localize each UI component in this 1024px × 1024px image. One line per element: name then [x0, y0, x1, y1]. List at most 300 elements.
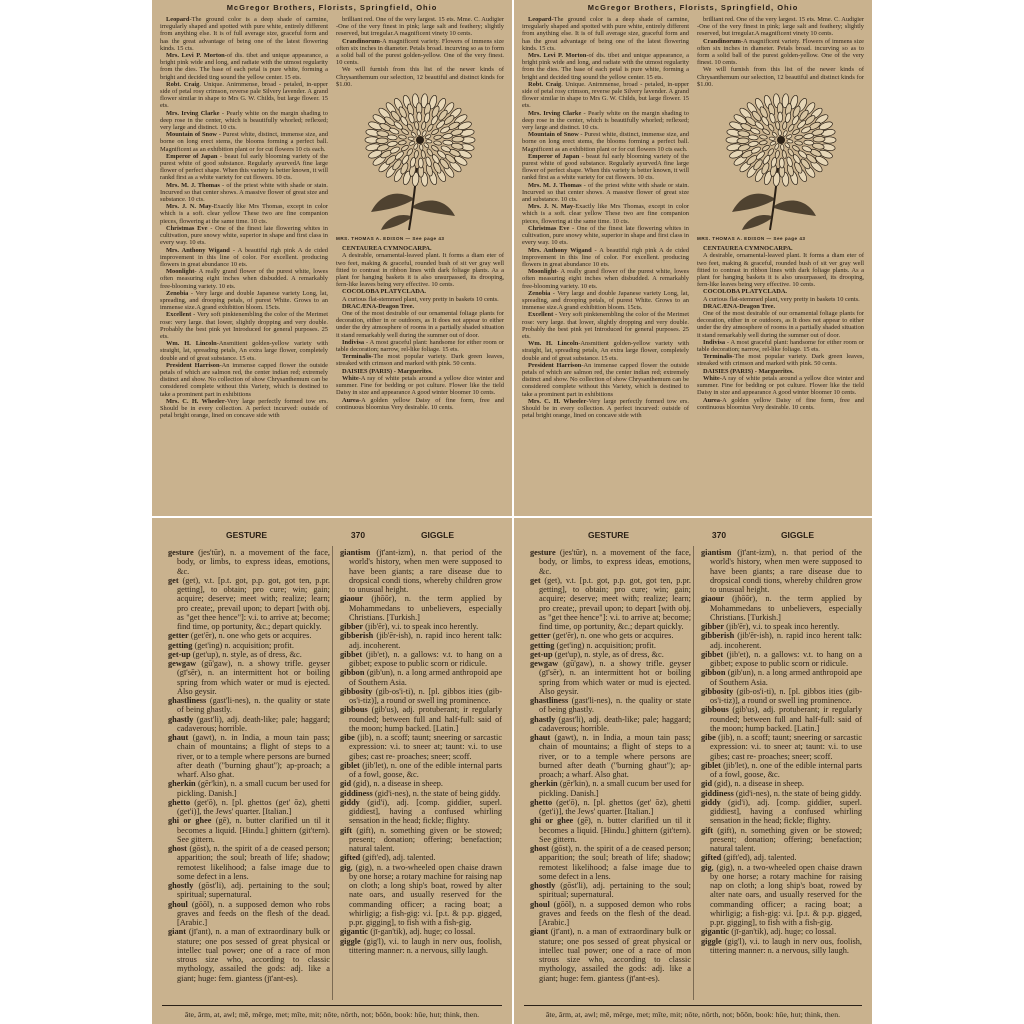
catalog-entry-text: -of dis. tibet and unique appearance, a bright pink wide and long, and radiate with the utmost regularity from the dies. The base of each petal is pure white, forming a bright and decided ting sound the yellow center. 15 ets. [522, 52, 689, 81]
dictionary-left-column [530, 548, 691, 1002]
catalog-entry [160, 398, 328, 420]
catalog-entry-text: -Exactly like Mrs Thomas, except in color which is a soft. clear yellow These two are fine companion pieces, flowering at the same time. 10 cts. [160, 203, 328, 225]
catalog-entry-text: -of dis. tibet and unique appearance, a bright pink wide and long, and radiate with the utmost regularity from the dies. The base of each petal is pure white, forming a bright and decided ting sound the yellow center. 15 ets. [160, 52, 328, 81]
catalog-entry-headword: CENTAUREA CYMNOCARPA. [342, 245, 432, 253]
dictionary-entry [340, 826, 502, 854]
dictionary-entry-headword: giddiness [701, 788, 734, 798]
dictionary-entry-text: (jib'ēr), v.i. to speak inco herently. [724, 622, 840, 631]
catalog-entry [697, 16, 864, 38]
catalog-entry-headword: CENTAUREA CYMNOCARPA. [703, 245, 793, 253]
dictionary-entry-headword: gig [701, 862, 712, 872]
dictionary-entry [530, 641, 691, 650]
dictionary-entry-text: (gast'li-nes), n. the quality or state of being ghastly. [177, 696, 330, 715]
dictionary-entry-text: (gawt), n. in India, a moun tain pass; chain of mountains; a flight of steps to a river, or to a temple where persons are burned after death ("burning ghaut"); ap-proach; a wharf. Also ghat. [177, 733, 330, 779]
dictionary-entry-text: (gū'gaw), n. a showy trifle. geyser (gī'sēr), n. an intermittent hot or boiling spring from which water or mud is ejected. Also geysir. [177, 659, 330, 696]
dictionary-entry-text: (jes'tūr), n. a movement of the face, body, or limbs, to express ideas, emotions, &c. [539, 548, 691, 576]
catalog-entry-text: - One of the finest late flowering whites in cultivation, pure snowy white, superior in shape and first class in every way. 10 ets. [522, 224, 689, 247]
dictionary-entry-text: (gid'i), adj. [comp. giddier, superl. giddiest], having a confused whirling sensation in the head; fickle; flighty. [710, 797, 862, 826]
dictionary-entry-headword: getting [168, 640, 193, 650]
dictionary-entry-text: (jib'et), n. a gallows: v.t. to hang on a gibbet; expose to public scorn or ridicule. [710, 649, 862, 668]
dictionary-entry-text: (jhōōr), n. the term applied by Mohammedans to unbelievers, especially Christians. [Turkish.] [349, 594, 502, 622]
catalog-entry [697, 252, 864, 288]
dictionary-entry-text: , (gig), n. a two-wheeled open chaise drawn by one horse; a rotary machine for raising nap on cloth; a long ship's boat, rowed by alter nate oars, and usually reserved for the commanding officer; a racing boat; a whirligig; a fish-gig: v.i. [p.t. & p.p. gigged, p.pr. gigging], to fish with a fish-gig. [349, 862, 502, 927]
catalog-entry-text: . Unique. Anirnmense, broad - petaled, in-upper side of petal rosy crimson, reverse pale Silvery lavender. A grand flower similar in shape to Mrs G. W. Childs, but large flower. 15 ets. [160, 80, 328, 110]
dictionary-left-column [168, 548, 330, 1002]
dictionary-entry [701, 650, 862, 669]
catalog-entry-headword: Emperor of Japan [528, 152, 580, 160]
catalog-entry-headword: Mrs. Irving Clarke [166, 109, 220, 117]
dictionary-entry [340, 853, 502, 862]
dictionary-entry-text: (gift), n. something given or be stowed; present; donation; offering; benefaction; natural talent. [349, 825, 502, 853]
dictionary-entry-headword: ghostly [168, 881, 194, 890]
catalog-entry [522, 203, 689, 225]
dictionary-entry [168, 816, 330, 844]
dictionary-entry-headword: giant [168, 927, 186, 937]
catalog-entry [522, 110, 689, 132]
dictionary-entry-headword: getter [168, 631, 189, 641]
catalog-entry-text: -A magnificent variety. Flowers of immens size often six inches in diameter. Petals broad. incurving so as to form a solid ball of the purest golden-yellow. One of the very finest. 10 cents. [336, 37, 504, 67]
catalog-entry [522, 52, 689, 81]
dictionary-entry-headword: ghaut [168, 733, 189, 742]
dictionary-entry [168, 900, 330, 928]
catalog-right-column [697, 16, 864, 512]
page-number: 370 [350, 530, 366, 540]
dictionary-entry-headword: get-up [530, 649, 553, 659]
catalog-entry-headword: Leopard [166, 16, 190, 23]
dictionary-entry-text: (get'ēr), n. one who gets or acquires. [188, 631, 312, 641]
catalog-entry-text: -An immense capped flower the outside petals of which are salmon red, the center indian red; extremely distinct and show. No collection of show Chrysanthemum can be considered complete without this Variety, which is destined to take a prominent part in exhibitions [522, 361, 689, 398]
catalog-entry-headword: Robt. Craig [528, 80, 562, 88]
catalog-entry [160, 290, 328, 312]
dictionary-entry [168, 548, 330, 576]
dictionary-entry-headword: gibbosity [340, 686, 373, 696]
catalog-entry [697, 353, 864, 367]
catalog-entry-text: - Purest white, distinct, immense size, and borne on long erect stems, the blooms forming a perfect ball. Magnificent as an exhibition plant or for cut flowers 10 cts each. [522, 131, 689, 153]
dictionary-entry-text: (get'ing) n. acquisition; profit. [192, 640, 294, 650]
dictionary-entry-headword: ghastliness [168, 696, 207, 705]
dictionary-entry-text: (jī'ant), n. a man of extraordinary bulk or stature; one pos sessed of great physical or intellec tual power; one of a race of mon strous size who, according to classic mythology, assailed the gods: adj. like a giant; huge: fem. giantess (jī'ant-es). [539, 927, 691, 983]
catalog-entry-text: - beaut ful early blooming variety of the purest white of good substance. Regularly ayurvedA fine large flower of perfect shape. When this variety is better known, it will rankd first as a white variety for cut flowers. 10 cts. [522, 152, 689, 182]
dictionary-entry-headword: gibbon [701, 668, 726, 678]
dictionary-entry-text: (jī'ant-izm), n. that period of the world's history, when men were supposed to have been giants; a rare disease due to dropsical condi tions, whereby children grow to unusual height. [349, 548, 502, 594]
dictionary-entry [340, 687, 502, 706]
dictionary-entry-text: (jib'ēr-ish), n. rapid inco herent talk: adj. incoherent. [349, 631, 502, 650]
catalog-entry [160, 110, 328, 132]
catalog-entry-text: -The ground color is a deep shade of carmine, irregularly shaped and spotted with pure white, entirely different from anything else. It is of full average size, graceful form and has the great advantage of being one of the latest flowering kinds. 15 cts. [160, 16, 328, 52]
catalog-entry-text: - Very soft pinktenembling the color of the Merimet rose: very large. that lower, slightly dropping and very double. Probably the best pink yet Introduced for general purposes. 25 ets. [522, 311, 689, 340]
catalog-entry-headword: Aurea [342, 396, 359, 404]
dictionary-entry-text: (gōst), n. the spirit of a de ceased person; apparition; the soul; breath of life; shadow; remotest likelihood; a false image due to some defect in a lens. [177, 844, 330, 881]
dictionary-entry-text: (gift'ed), adj. talented. [360, 853, 436, 863]
catalog-entry-headword: Zenobia [166, 289, 189, 297]
catalog-entry-headword: Mrs. Levi P. Morton [528, 52, 587, 60]
catalog-entry-text: -A ray of white petals around a yellow dice winter and summer. Fine for bedding or pot culture. Flower like the tield Daisy in size and appearance A good winter bloomer 10 cents. [697, 374, 864, 397]
chrysanthemum-illustration [355, 88, 485, 233]
dictionary-entry-text: (gast'li), adj. death-like; pale; haggard; cadaverous; horrible. [539, 714, 691, 733]
dictionary-entry-headword: gesture [168, 548, 194, 557]
dictionary-entry-text: (gid), n. a disease in sheep. [712, 779, 805, 789]
catalog-entry [697, 303, 864, 310]
guide-word-left: GESTURE [588, 530, 630, 540]
dictionary-entry-headword: gibbosity [701, 686, 734, 696]
dictionary-entry-headword: gid [340, 779, 352, 789]
dictionary-entry [701, 548, 862, 594]
dictionary-entry-headword: ghetto [168, 797, 191, 807]
catalog-right-column [336, 16, 504, 512]
footer-rule [524, 1005, 862, 1006]
catalog-entry-headword: Indivisa [703, 338, 726, 346]
catalog-entry [336, 303, 504, 310]
dictionary-entry-headword: gibe [701, 733, 716, 742]
catalog-entry [697, 245, 864, 252]
dictionary-entry [530, 798, 691, 817]
guide-word-right: GIGGLE [420, 530, 454, 540]
dictionary-entry [340, 631, 502, 650]
catalog-entry-headword: Mrs. C. H. Wheeler [528, 397, 587, 405]
dictionary-entry [168, 641, 330, 650]
catalog-entry [336, 397, 504, 411]
catalog-entry-text: brilliant red. One of the very largest. 15 ets. Mme. C. Audigier -One of the very finest in pink; large salt and feathery; slightly reserved, but irregular.A magnificent vinety 10 cents. [697, 16, 864, 38]
illustration-caption: MRS. THOMAS A. EDISON — See page 43 [697, 236, 806, 242]
dictionary-entry-text: (jib'let), n. one of the edible internal parts of a fowl, goose, &c. [349, 760, 502, 779]
dictionary-entry [701, 622, 862, 631]
catalog-entry-text: - Pearly white on the margin shading to deep rose in the center, which is beautifully whorled; reflexed; very large and distinct. 10 cts. [160, 109, 328, 132]
catalog-entry [697, 397, 864, 411]
dictionary-entry [340, 548, 502, 594]
catalog-entry-headword: White [342, 374, 359, 382]
illustration-caption: MRS. THOMAS A. EDISON — See page 43 [336, 236, 445, 242]
dictionary-entry-headword: ghastliness [530, 696, 569, 705]
catalog-entry-headword: DRACÆNA-Dragon Tree. [342, 302, 415, 310]
dictionary-entry [530, 576, 691, 632]
dictionary-entry-text: (get), v.t. [p.t. got, p.p. got, got ten, p.pr. getting], to obtain; pro cure; win; gain; acquire; deserve; meet with; realize; learn; pro create;, prevail upon; to depart [with obj. as "get thee hence"]: v.i. to arrive at; become; find time, op portunity, &c.; depart quickly. [539, 575, 691, 631]
dictionary-entry [530, 715, 691, 734]
catalog-entry-text: - A really grand flower of the purest white, lowes often measuring eight inches when disbudded. A remarkably free-blooming variety. 10 ets. [160, 268, 328, 290]
catalog-header: McGregor Brothers, Florists, Springfield, Ohio [587, 3, 799, 12]
catalog-entry-text: -A magnificent variety. Flowers of immens size often six inches in diameter. Petals broad. incurving so as to form a solid ball of the purest golden-yellow. One of the very finest. 10 cents. [697, 37, 864, 67]
dictionary-entry-headword: giaour [701, 594, 725, 604]
dictionary-entry [701, 761, 862, 780]
dictionary-entry [168, 927, 330, 983]
dictionary-entry-text: (gib-os'i-ti), n. [pl. gibbos ities (gib-os'i-tiz)], a round or swell ing prominence. [710, 686, 862, 705]
dictionary-entry [168, 779, 330, 798]
dictionary-entry-headword: giantism [701, 548, 732, 557]
catalog-entry-headword: Terminalis [703, 353, 733, 361]
catalog-entry-headword: Christmas Eve [528, 224, 570, 232]
catalog-entry-text: - Purest white, distinct, immense size, and borne on long erect stems, the blooms forming a perfect ball. Magnificent as an exhibition plant or for cut flowers 10 cts each. [160, 131, 328, 153]
pronunciation-key: āte, ârm, at, awl; mē, mêrge, met; mīte, mit; nōte, nôrth, not; bōōn, book: hūe, hut; think, then. [184, 1010, 480, 1019]
catalog-entry-text: . Unique. Anirnmense, broad - petaled, in-upper side of petal rosy crimson, reverse pale Silvery lavender. A grand flower similar in shape to Mrs G. W. Childs, but large flower. 15 ets. [522, 80, 689, 110]
dictionary-entry [168, 798, 330, 817]
catalog-entry [336, 16, 504, 38]
catalog-entry-text: A desirable, ornamental-leaved plant. It forms a diam eter of two feet, making & graceful, rounded bush of sit ver gray well fitted to contrast in ribbon lines with dark foliage plants. As a plant for hanging baskets it is also unsurpassed, its drooping, fern-like leaves being very effective. 10 cents. [697, 252, 864, 289]
dictionary-entry [701, 789, 862, 798]
pronunciation-key: āte, ârm, at, awl; mē, mêrge, met; mīte, mit; nōte, nôrth, not; bōōn, book: hūe, hut; think, then. [545, 1010, 841, 1019]
dictionary-entry-headword: gig [340, 862, 351, 872]
catalog-entry-headword: Wm. H. Lincoln [528, 340, 579, 348]
catalog-entry [522, 398, 689, 420]
dictionary-entry-headword: gibbous [701, 705, 729, 715]
dictionary-entry-text: (get'ō), n. [pl. ghettos (get' ōz), ghetti (get'i)], the Jews' quarter. [Italian.] [177, 797, 330, 816]
dictionary-entry-headword: ghi or ghee [530, 816, 574, 826]
dictionary-entry [530, 548, 691, 576]
dictionary-entry-headword: gigantic [340, 927, 369, 937]
catalog-entry-headword: President Harrison [528, 361, 582, 369]
catalog-entry [336, 339, 504, 353]
dictionary-entry-text: (gē), n. butter clarified un til it becomes a liquid. [Hindu.] ghittern (git'tern). See gittern. [539, 816, 691, 844]
catalog-entry-headword: Mrs. C. H. Wheeler [166, 397, 225, 405]
dictionary-entry-headword: get [168, 575, 179, 585]
dictionary-entry-text: (get'ō), n. [pl. ghettos (get' ōz), ghetti (get'i)], the Jews' quarter. [Italian.] [539, 797, 691, 816]
dictionary-entry-text: (gōst'li), adj. pertaining to the soul; spiritual; supernatural. [539, 881, 691, 900]
catalog-page-left [152, 0, 512, 516]
dictionary-entry [701, 733, 862, 761]
dictionary-entry-headword: giddiness [340, 788, 373, 798]
catalog-entry [160, 81, 328, 110]
catalog-entry-headword: Christmas Eve [166, 224, 208, 232]
catalog-entry-text: A desirable, ornamental-leaved plant. It forms a diam eter of two feet, making & graceful, rounded bush of sit ver gray well fitted to contrast in ribbon lines with dark foliage plants. As a plant for hanging baskets it is also unsurpassed, its drooping, fern-like leaves being very effective. 10 cents. [336, 252, 504, 289]
dictionary-entry-headword: get [530, 575, 541, 585]
dictionary-entry [340, 622, 502, 631]
catalog-entry-text: - beaut ful early blooming variety of the purest white of good substance. Regularly ayurvedA fine large flower of perfect shape. When this variety is better known, it will rankd first as a white variety for cut flowers. 10 cts. [160, 152, 328, 182]
dictionary-entry-headword: get-up [168, 649, 191, 659]
dictionary-entry [168, 881, 330, 900]
dictionary-page-right [514, 518, 872, 1024]
dictionary-entry-headword: gibbet [340, 649, 363, 659]
dictionary-right-column [701, 548, 862, 1002]
catalog-entry [697, 375, 864, 397]
dictionary-entry [340, 650, 502, 669]
catalog-entry-text: - of the priest white with shade or stain. Incurved so that center shows. A massive flower of great size and substance. 10 cts. [160, 181, 328, 204]
catalog-entry-headword: Moonlight [528, 268, 557, 276]
dictionary-entry [701, 668, 862, 687]
dictionary-entry [530, 696, 691, 715]
dictionary-entry-text: (gast'li-nes), n. the quality or state of being ghastly. [539, 696, 691, 715]
catalog-entry [336, 353, 504, 367]
catalog-entry [522, 362, 689, 398]
dictionary-entry-text: (gid'i), adj. [comp. giddier, superl. giddiest], having a confused whirling sensation in the head; fickle; flighty. [349, 797, 502, 826]
dictionary-entry-text: (jib'ēr), v.i. to speak inco herently. [363, 622, 479, 631]
catalog-entry-text: - Pearly white on the margin shading to deep rose in the center, which is beautifully whorled; reflexed; very large and distinct. 10 cts. [522, 109, 689, 132]
dictionary-entry-headword: giantism [340, 548, 371, 557]
dictionary-entry-headword: gibbet [701, 649, 724, 659]
dictionary-entry [701, 687, 862, 706]
catalog-page-right [514, 0, 872, 516]
catalog-entry [522, 153, 689, 182]
dictionary-page-left [152, 518, 512, 1024]
catalog-entry-headword: Crandinorum [342, 37, 380, 45]
catalog-entry-text: One of the most desirable of our ornamental foliage plants for decoration, either in or outdoors, as It does not appear to either under the dry atmosphere of rooms in a partially shaded situation it stand remarkably well during the summer out of door. [336, 310, 504, 339]
catalog-entry [522, 268, 689, 290]
dictionary-entry [168, 733, 330, 779]
dictionary-entry [168, 576, 330, 632]
catalog-entry-headword: White [703, 374, 720, 382]
dictionary-entry [168, 844, 330, 881]
dictionary-header [152, 518, 512, 540]
catalog-entry-headword: Mrs. Irving Clarke [528, 109, 582, 117]
dictionary-entry-text: (jī-gan'tik), adj. huge; co lossal. [729, 927, 837, 937]
dictionary-entry-headword: giggle [701, 936, 722, 946]
catalog-entry-headword: Wm. H. Lincoln [166, 340, 217, 348]
catalog-entry-headword: Mrs. Anthony Wigand [528, 246, 592, 254]
dictionary-entry-text: (gawt), n. in India, a moun tain pass; chain of mountains; a flight of steps to a river, or to a temple where persons are burned after death ("burning ghaut"); ap-proach; a wharf. Also ghat. [539, 733, 691, 779]
catalog-entry [522, 290, 689, 312]
dictionary-entry [701, 631, 862, 650]
catalog-entry [697, 66, 864, 88]
dictionary-entry [340, 789, 502, 798]
catalog-entry-text: - A most graceful plant: handsome for either room or table decoration; narrow, rel-like foliage. 15 ets. [697, 338, 864, 354]
dictionary-entry-headword: gherkin [168, 779, 196, 789]
dictionary-entry [340, 863, 502, 928]
dictionary-entry-text: (gōōl), n. a supposed demon who robs graves and feeds on the flesh of the dead. [Arabic.] [177, 899, 330, 927]
dictionary-entry [168, 696, 330, 715]
dictionary-entry-headword: ghastly [168, 714, 194, 724]
catalog-entry [336, 252, 504, 288]
dictionary-entry-headword: getter [530, 631, 551, 641]
catalog-entry-headword: Zenobia [528, 289, 551, 297]
catalog-entry [697, 38, 864, 67]
catalog-entry-text: -A golden yellow Daisy of fine form, free and continuous bloomius Very desirable. 10 cents. [697, 396, 864, 411]
dictionary-entry-headword: gewgaw [530, 659, 559, 668]
dictionary-entry [340, 927, 502, 936]
dictionary-entry-headword: ghost [530, 844, 549, 853]
catalog-entry-text: -The ground color is a deep shade of carmine, irregularly shaped and spotted with pure white, entirely different from anything else. It is of full average size, graceful form and has the great advantage of being one of the latest flowering kinds. 15 cts. [522, 16, 689, 52]
dictionary-entry-headword: gid [701, 779, 713, 789]
dictionary-entry-headword: ghi or ghee [168, 816, 212, 826]
dictionary-entry-headword: gibber [701, 622, 725, 631]
dictionary-entry-headword: gift [701, 825, 713, 835]
page-number: 370 [711, 530, 727, 540]
dictionary-entry-headword: gibbous [340, 705, 368, 715]
dictionary-entry-text: (jī-gan'tik), adj. huge; co lossal. [368, 927, 476, 937]
dictionary-entry-headword: gibe [340, 733, 355, 742]
dictionary-entry-text: (gid'i-nes), n. the state of being giddy. [372, 788, 501, 798]
dictionary-entry [701, 798, 862, 826]
dictionary-entry-text: (gū'gaw), n. a showy trifle. geyser (gī'sēr), n. an intermittent hot or boiling spring from which water or mud is ejected. Also geysir. [539, 659, 691, 696]
catalog-entry [160, 52, 328, 81]
dictionary-entry-headword: gibbon [340, 668, 365, 678]
catalog-entry [160, 340, 328, 362]
catalog-entry [697, 296, 864, 303]
catalog-entry [336, 38, 504, 67]
catalog-entry-text: -The most popular variety. Dark green leaves, streaked with crimson and marked with pink. 50 cents. [336, 353, 504, 368]
dictionary-entry-headword: gifted [340, 853, 361, 863]
catalog-left-column [160, 16, 328, 512]
catalog-entry [160, 203, 328, 225]
dictionary-entry [530, 881, 691, 900]
dictionary-entry [168, 715, 330, 734]
dictionary-entry [701, 863, 862, 928]
dictionary-entry-headword: gewgaw [168, 659, 197, 668]
catalog-entry-headword: Mrs. M. J. Thomas [166, 181, 220, 189]
catalog-entry-text: brilliant red. One of the very largest. 15 ets. Mme. C. Audigier -One of the very finest in pink; large salt and feathery; slightly reserved, but irregular.A magnificent vinety 10 cents. [336, 16, 504, 38]
catalog-entry-text: A curious flat-stemmed plant, very pretty in baskets 10 cents. [703, 295, 860, 303]
dictionary-entry-headword: getting [530, 640, 555, 650]
dictionary-entry-text: (gid), n. a disease in sheep. [351, 779, 444, 789]
catalog-entry-headword: Mrs. M. J. Thomas [528, 181, 582, 189]
dictionary-entry-text: (jhōōr), n. the term applied by Mohammedans to unbelievers, especially Christians. [Turkish.] [710, 594, 862, 622]
dictionary-entry [340, 779, 502, 788]
catalog-entry-headword: Mrs. Anthony Wigand [166, 246, 230, 254]
catalog-entry-headword: Mrs. J. N. May [166, 203, 212, 211]
dictionary-entry-text: (gib-os'i-ti), n. [pl. gibbos ities (gib-os'i-tiz)], a round or swell ing prominence. [349, 686, 502, 705]
dictionary-entry-text: (gib'un), n. a long armed anthropoid ape of Southern Asia. [349, 668, 502, 687]
dictionary-entry-text: (gib'us), adj. protuberant; ir regularly rounded; between full and half-full: said of the moon; hump backed. [Latin.] [710, 705, 862, 733]
catalog-entry [336, 375, 504, 397]
catalog-entry-text: - One of the finest late flowering whites in cultivation, pure snowy white, superior in shape and first class in every way. 10 ets. [160, 224, 328, 247]
dictionary-entry-headword: ghoul [168, 899, 188, 909]
dictionary-entry [530, 650, 691, 659]
catalog-entry [522, 340, 689, 362]
catalog-entry-headword: Crandinorum [703, 37, 741, 45]
catalog-entry [160, 225, 328, 247]
catalog-entry [336, 245, 504, 252]
catalog-entry [522, 225, 689, 247]
dictionary-entry-text: (gōst), n. the spirit of a de ceased person; apparition; the soul; breath of life; shadow; remotest likelihood; a false image due to some defect in a lens. [539, 844, 691, 881]
dictionary-entry-text: (jib), n. a scoff; taunt; sneering or sarcastic expression: v.i. to sneer at; taunt: v.i. to use gibes; cast re- proaches; sneer; scoff. [349, 733, 502, 761]
catalog-entry-headword: Indivisa [342, 338, 365, 346]
dictionary-entry [340, 668, 502, 687]
dictionary-entry-text: (gē), n. butter clarified un til it becomes a liquid. [Hindu.] ghittern (git'tern). See gittern. [177, 816, 330, 844]
dictionary-entry [530, 816, 691, 844]
dictionary-entry-text: (jes'tūr), n. a movement of the face, body, or limbs, to express ideas, emotions, &c. [177, 548, 330, 576]
catalog-entry-text: - A really grand flower of the purest white, lowes often measuring eight inches when disbudded. A remarkably free-blooming variety. 10 ets. [522, 268, 689, 290]
catalog-entry [336, 66, 504, 88]
dictionary-entry [530, 733, 691, 779]
catalog-entry [697, 368, 864, 375]
catalog-entry [336, 368, 504, 375]
dictionary-entry [340, 733, 502, 761]
dictionary-entry-text: (jī'ant), n. a man of extraordinary bulk or stature; one pos sessed of great physical or intellec tual power; one of a race of mon strous size who, according to classic mythology, assailed the gods: adj. like a giant; huge: fem. giantess (jī'ant-es). [177, 927, 330, 983]
catalog-entry-text: We will furnish from this list of the newer kinds of Chrysanthemum our selection, 12 beautiful and distinct kinds for $1.00. [336, 66, 504, 88]
catalog-entry-text: -Ansmitient golden-yellow variety with straight, lat, spreading petals, An extra large flower, completely double and of great substance. 15 ets. [160, 340, 328, 362]
dictionary-entry-headword: giggle [340, 936, 361, 946]
dictionary-entry [530, 631, 691, 640]
dictionary-entry [701, 594, 862, 622]
catalog-entry [697, 310, 864, 339]
dictionary-entry-text: (gib'us), adj. protuberant; ir regularly rounded; between full and half-full: said of the moon; hump backed. [Latin.] [349, 705, 502, 733]
dictionary-entry-text: (gōst'li), adj. pertaining to the soul; spiritual; supernatural. [177, 881, 330, 900]
dictionary-entry-headword: giblet [701, 760, 721, 770]
guide-word-right: GIGGLE [780, 530, 814, 540]
dictionary-entry [701, 705, 862, 733]
dictionary-entry-text: (gift), n. something given or be stowed; present; donation; offering; benefaction; natural talent. [710, 825, 862, 853]
catalog-entry-text: -A ray of white petals around a yellow dice winter and summer. Fine for bedding or pot culture. Flower like the tield Daisy in size and appearance A good winter bloomer 10 cents. [336, 374, 504, 397]
dictionary-entry [701, 927, 862, 936]
catalog-entry-headword: Excellent [166, 311, 192, 319]
catalog-entry [160, 362, 328, 398]
catalog-entry [160, 182, 328, 204]
dictionary-entry-headword: ghetto [530, 797, 553, 807]
dictionary-entry [701, 853, 862, 862]
catalog-entry-text: One of the most desirable of our ornamental foliage plants for decoration, either in or outdoors, as It does not appear to either under the dry atmosphere of rooms in a partially shaded situation it stand remarkably well during the summer out of door. [697, 310, 864, 339]
dictionary-entry-headword: gibberish [701, 631, 735, 641]
dictionary-entry-headword: ghaut [530, 733, 551, 742]
dictionary-entry [340, 937, 502, 956]
dictionary-entry-text: , (gig), n. a two-wheeled open chaise drawn by one horse; a rotary machine for raising nap on cloth; a long ship's boat, rowed by alter nate oars, and usually reserved for the commanding officer; a racing boat; a whirligig; a fish-gig: v.i. [p.t. & p.p. gigged, p.pr. gigging], to fish with a fish-gig. [710, 862, 862, 927]
dictionary-entry-text: (gig'l), v.i. to laugh in nerv ous, foolish, tittering manner: n. a nervous, silly laugh. [349, 936, 502, 955]
dictionary-entry-headword: gherkin [530, 779, 558, 789]
catalog-entry [697, 339, 864, 353]
dictionary-entry-headword: gifted [701, 853, 722, 863]
dictionary-entry-headword: gift [340, 825, 352, 835]
footer-rule [162, 1005, 502, 1006]
catalog-entry-headword: DRACÆNA-Dragon Tree. [703, 302, 776, 310]
catalog-entry [336, 288, 504, 295]
catalog-entry [522, 182, 689, 204]
dictionary-entry-text: (jib), n. a scoff; taunt; sneering or sarcastic expression: v.i. to sneer at; taunt: v.i. to use gibes; cast re- proaches; sneer; scoff. [710, 733, 862, 761]
dictionary-entry [701, 826, 862, 854]
